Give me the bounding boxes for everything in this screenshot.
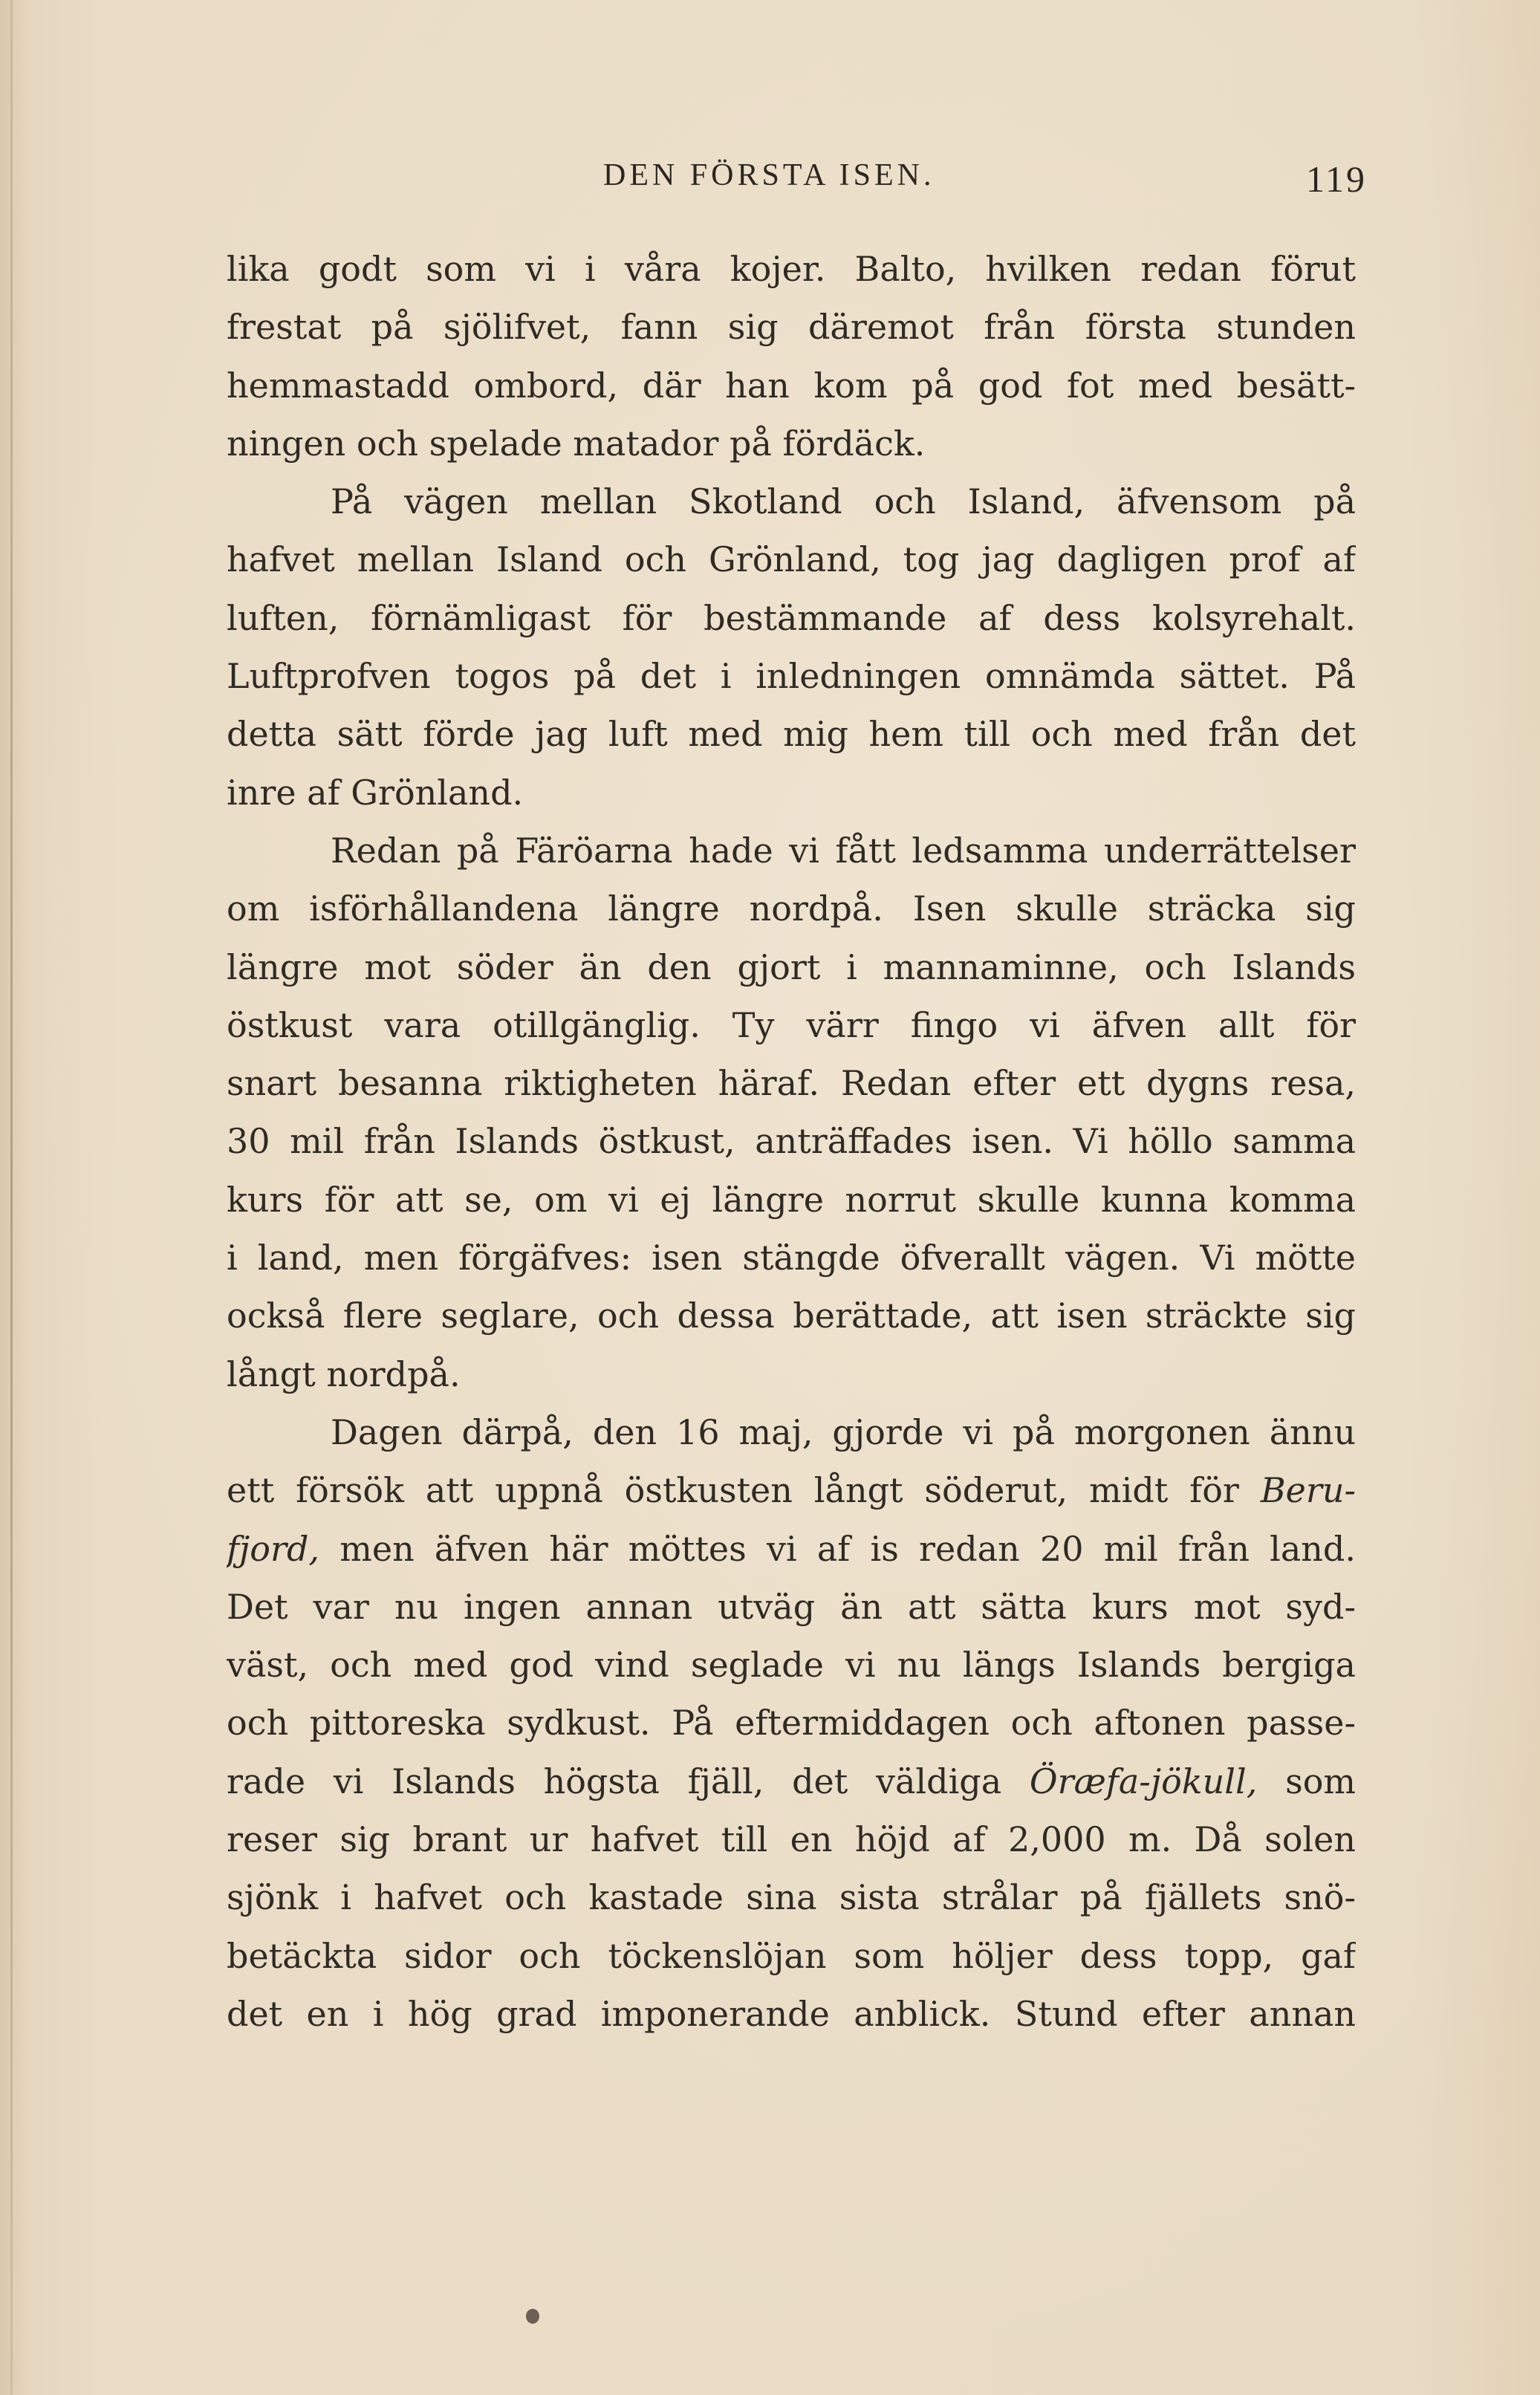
italic-place-name: Öræfa-jökull, [1029,1761,1258,1801]
text-line: i land, men förgäfves: isen stängde öfverallt vägen. Vi mötte [227,1238,1356,1278]
text-line: luften, förnämligast för bestämmande af dess kolsyrehalt. [227,597,1356,638]
text-line [227,1752,1356,1810]
italic-place-name: fjord, [227,1528,320,1569]
text-line: snart besanna riktigheten häraf. Redan efter ett dygns resa, [227,1063,1356,1104]
text-line: betäckta sidor och töckenslöjan som höljer dess topp, gaf [227,1935,1356,1976]
body-text [227,240,1356,2043]
text-line: ningen och spelade matador på fördäck. [227,423,926,464]
text-line: hafvet mellan Island och Grönland, tog jag dagligen prof af [227,539,1356,580]
text-run: rade vi Islands högsta fjäll, det väldiga [227,1761,1002,1801]
text-line: långt nordpå. [227,1354,461,1394]
text-line: lika godt som vi i våra kojer. Balto, hvilken redan förut [227,249,1356,289]
text-line: om isförhållandena längre nordpå. Isen skulle sträcka sig [227,888,1356,929]
text-line: kurs för att se, om vi ej längre norrut skulle kunna komma [227,1179,1356,1220]
italic-place-name: Beru- [1260,1470,1356,1511]
text-line: reser sig brant ur hafvet till en höjd af 2,000 m. Då solen [227,1819,1356,1860]
text-line: sjönk i hafvet och kastade sina sista strålar på fjällets snö- [227,1877,1356,1918]
text-line: längre mot söder än den gjort i mannaminne, och Islands [227,946,1356,987]
text-line: 30 mil från Islands östkust, anträffades isen. Vi höllo samma [227,1121,1356,1162]
ink-speck [526,2309,539,2324]
text-line: På vägen mellan Skotland och Island, äfvensom på [331,481,1356,522]
text-line: och pittoreska sydkust. På eftermiddagen och aftonen passe- [227,1703,1356,1744]
text-line [227,1461,1356,1519]
text-line: detta sätt förde jag luft med mig hem till och med från det [227,714,1356,755]
text-line: Luftprofven togos på det i inledningen omnämda sättet. På [227,656,1356,697]
text-run: ett försök att uppnå östkusten långt söderut, midt för [227,1470,1239,1511]
running-head [223,157,1367,209]
text-line: inre af Grönland. [227,772,524,813]
text-run: som [1285,1761,1356,1801]
text-line: Dagen därpå, den 16 maj, gjorde vi på morgonen ännu [331,1411,1356,1452]
text-line: också flere seglare, och dessa berättade, att isen sträckte sig [227,1296,1356,1336]
text-line: östkust vara otillgänglig. Ty värr fingo vi äfven allt för [227,1004,1356,1045]
text-line: hemmastadd ombord, där han kom på god fot med besätt- [227,365,1356,406]
text-line: Redan på Färöarna hade vi fått ledsamma underrättelser [331,830,1356,871]
text-line: det en i hög grad imponerande anblick. Stund efter annan [227,1993,1356,2034]
page-number: 119 [1305,158,1367,200]
binding-gutter [10,0,13,2395]
text-line: väst, och med god vind seglade vi nu längs Islands bergiga [227,1645,1356,1686]
chapter-title: DEN FÖRSTA ISEN. [603,158,935,192]
text-line: frestat på sjölifvet, fann sig däremot från första stunden [227,307,1356,348]
text-line [227,1520,1356,1578]
text-run: men äfven här möttes vi af is redan 20 mil från land. [339,1528,1356,1569]
text-line: Det var nu ingen annan utväg än att sätta kurs mot syd- [227,1586,1356,1627]
